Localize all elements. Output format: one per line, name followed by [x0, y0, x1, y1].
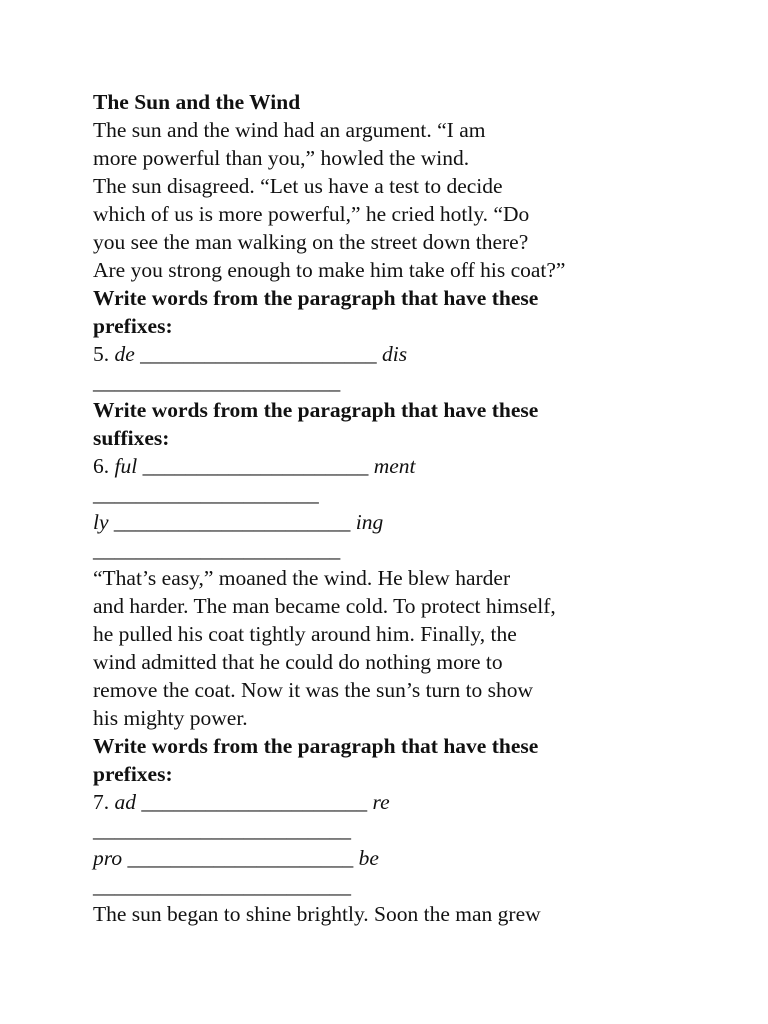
prefix-label-de: de: [114, 342, 135, 366]
answer-blank-ly[interactable]: ______________________: [113, 510, 351, 534]
exercise-number: 6.: [93, 454, 110, 478]
answer-blank-dis[interactable]: _______________________: [93, 370, 341, 394]
story-paragraph-1: [93, 116, 733, 284]
exercise-heading: Write words from the paragraph that have these: [93, 286, 539, 310]
paragraph-line: which of us is more powerful,” he cried hotly. “Do: [93, 202, 530, 226]
paragraph-line: remove the coat. Now it was the sun’s turn to show: [93, 678, 534, 702]
paragraph-line: and harder. The man became cold. To protect himself,: [93, 594, 556, 618]
paragraph-line: more powerful than you,” howled the wind.: [93, 146, 470, 170]
exercise-number: 7.: [93, 790, 110, 814]
story-paragraph-2: [93, 564, 733, 732]
prefix-label-dis: dis: [382, 342, 408, 366]
paragraph-line: Are you strong enough to make him take off his coat?”: [93, 258, 566, 282]
suffix-label-ly: ly: [93, 510, 109, 534]
exercise-row: [93, 340, 733, 368]
exercise-heading: Write words from the paragraph that have these: [93, 398, 539, 422]
paragraph-line: The sun began to shine brightly. Soon the man grew: [93, 902, 541, 926]
paragraph-line: “That’s easy,” moaned the wind. He blew harder: [93, 566, 511, 590]
answer-blank-de[interactable]: ______________________: [140, 342, 377, 366]
exercise-heading: suffixes:: [93, 426, 170, 450]
exercise-6: [93, 396, 733, 564]
answer-blank-ful[interactable]: _____________________: [142, 454, 369, 478]
exercise-heading: prefixes:: [93, 762, 173, 786]
exercise-heading: Write words from the paragraph that have these: [93, 734, 539, 758]
worksheet-page: [93, 88, 733, 928]
prefix-label-be: be: [358, 846, 379, 870]
exercise-7: [93, 732, 733, 900]
exercise-row: [93, 452, 733, 480]
suffix-label-ful: ful: [114, 454, 138, 478]
exercise-row: [93, 788, 733, 816]
suffix-label-ment: ment: [373, 454, 416, 478]
answer-blank-re[interactable]: ________________________: [93, 818, 351, 842]
story-paragraph-3: [93, 900, 733, 928]
answer-blank-be[interactable]: ________________________: [93, 874, 351, 898]
answer-blank-pro[interactable]: _____________________: [127, 846, 354, 870]
paragraph-line: The sun and the wind had an argument. “I am: [93, 118, 486, 142]
exercise-heading: prefixes:: [93, 314, 173, 338]
paragraph-line: The sun disagreed. “Let us have a test to decide: [93, 174, 503, 198]
answer-blank-ment[interactable]: _____________________: [93, 482, 319, 506]
prefix-label-re: re: [372, 790, 390, 814]
exercise-row: [93, 844, 733, 872]
paragraph-line: wind admitted that he could do nothing more to: [93, 650, 503, 674]
story-title: The Sun and the Wind: [93, 90, 301, 114]
paragraph-line: you see the man walking on the street down there?: [93, 230, 529, 254]
paragraph-line: he pulled his coat tightly around him. Finally, the: [93, 622, 517, 646]
prefix-label-pro: pro: [93, 846, 123, 870]
exercise-5: [93, 284, 733, 396]
answer-blank-ad[interactable]: _____________________: [141, 790, 368, 814]
paragraph-line: his mighty power.: [93, 706, 248, 730]
suffix-label-ing: ing: [355, 510, 384, 534]
prefix-label-ad: ad: [114, 790, 136, 814]
exercise-number: 5.: [93, 342, 110, 366]
exercise-row: [93, 508, 733, 536]
answer-blank-ing[interactable]: _______________________: [93, 538, 341, 562]
